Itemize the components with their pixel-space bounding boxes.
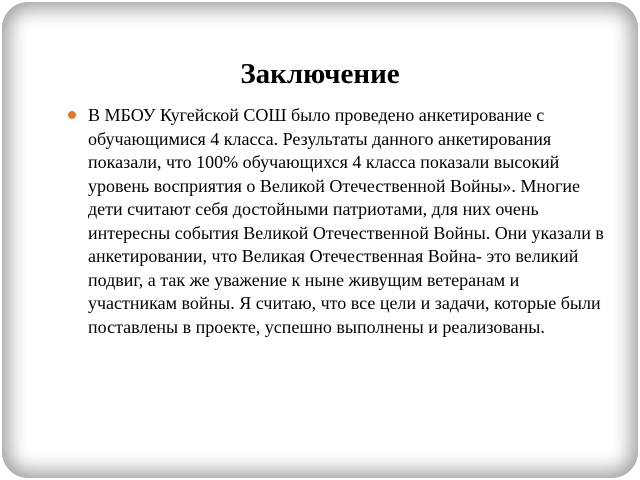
list-item — [68, 104, 608, 339]
bullet-list — [68, 104, 608, 339]
bullet-text: В МБОУ Кугейской СОШ было проведено анкетирование с обучающимися 4 класса. Результаты данного анкетирования показали, что 100% обучающихся 4 класса показали высокий уровень восприятия о Великой Отечественной Войны». Многие дети считают себя достойными патриотами, для них очень интересны события Великой Отечественной Войны. Они указали в анкетировании, что Великая Отечественная Война- это великий подвиг, а так же уважение к ныне живущим ветеранам и участникам войны. Я считаю, что все цели и задачи, которые были поставлены в проекте, успешно выполнены и реализованы. — [88, 105, 604, 337]
slide-title: Заключение — [240, 58, 400, 90]
bullet-dot-icon — [68, 111, 76, 119]
